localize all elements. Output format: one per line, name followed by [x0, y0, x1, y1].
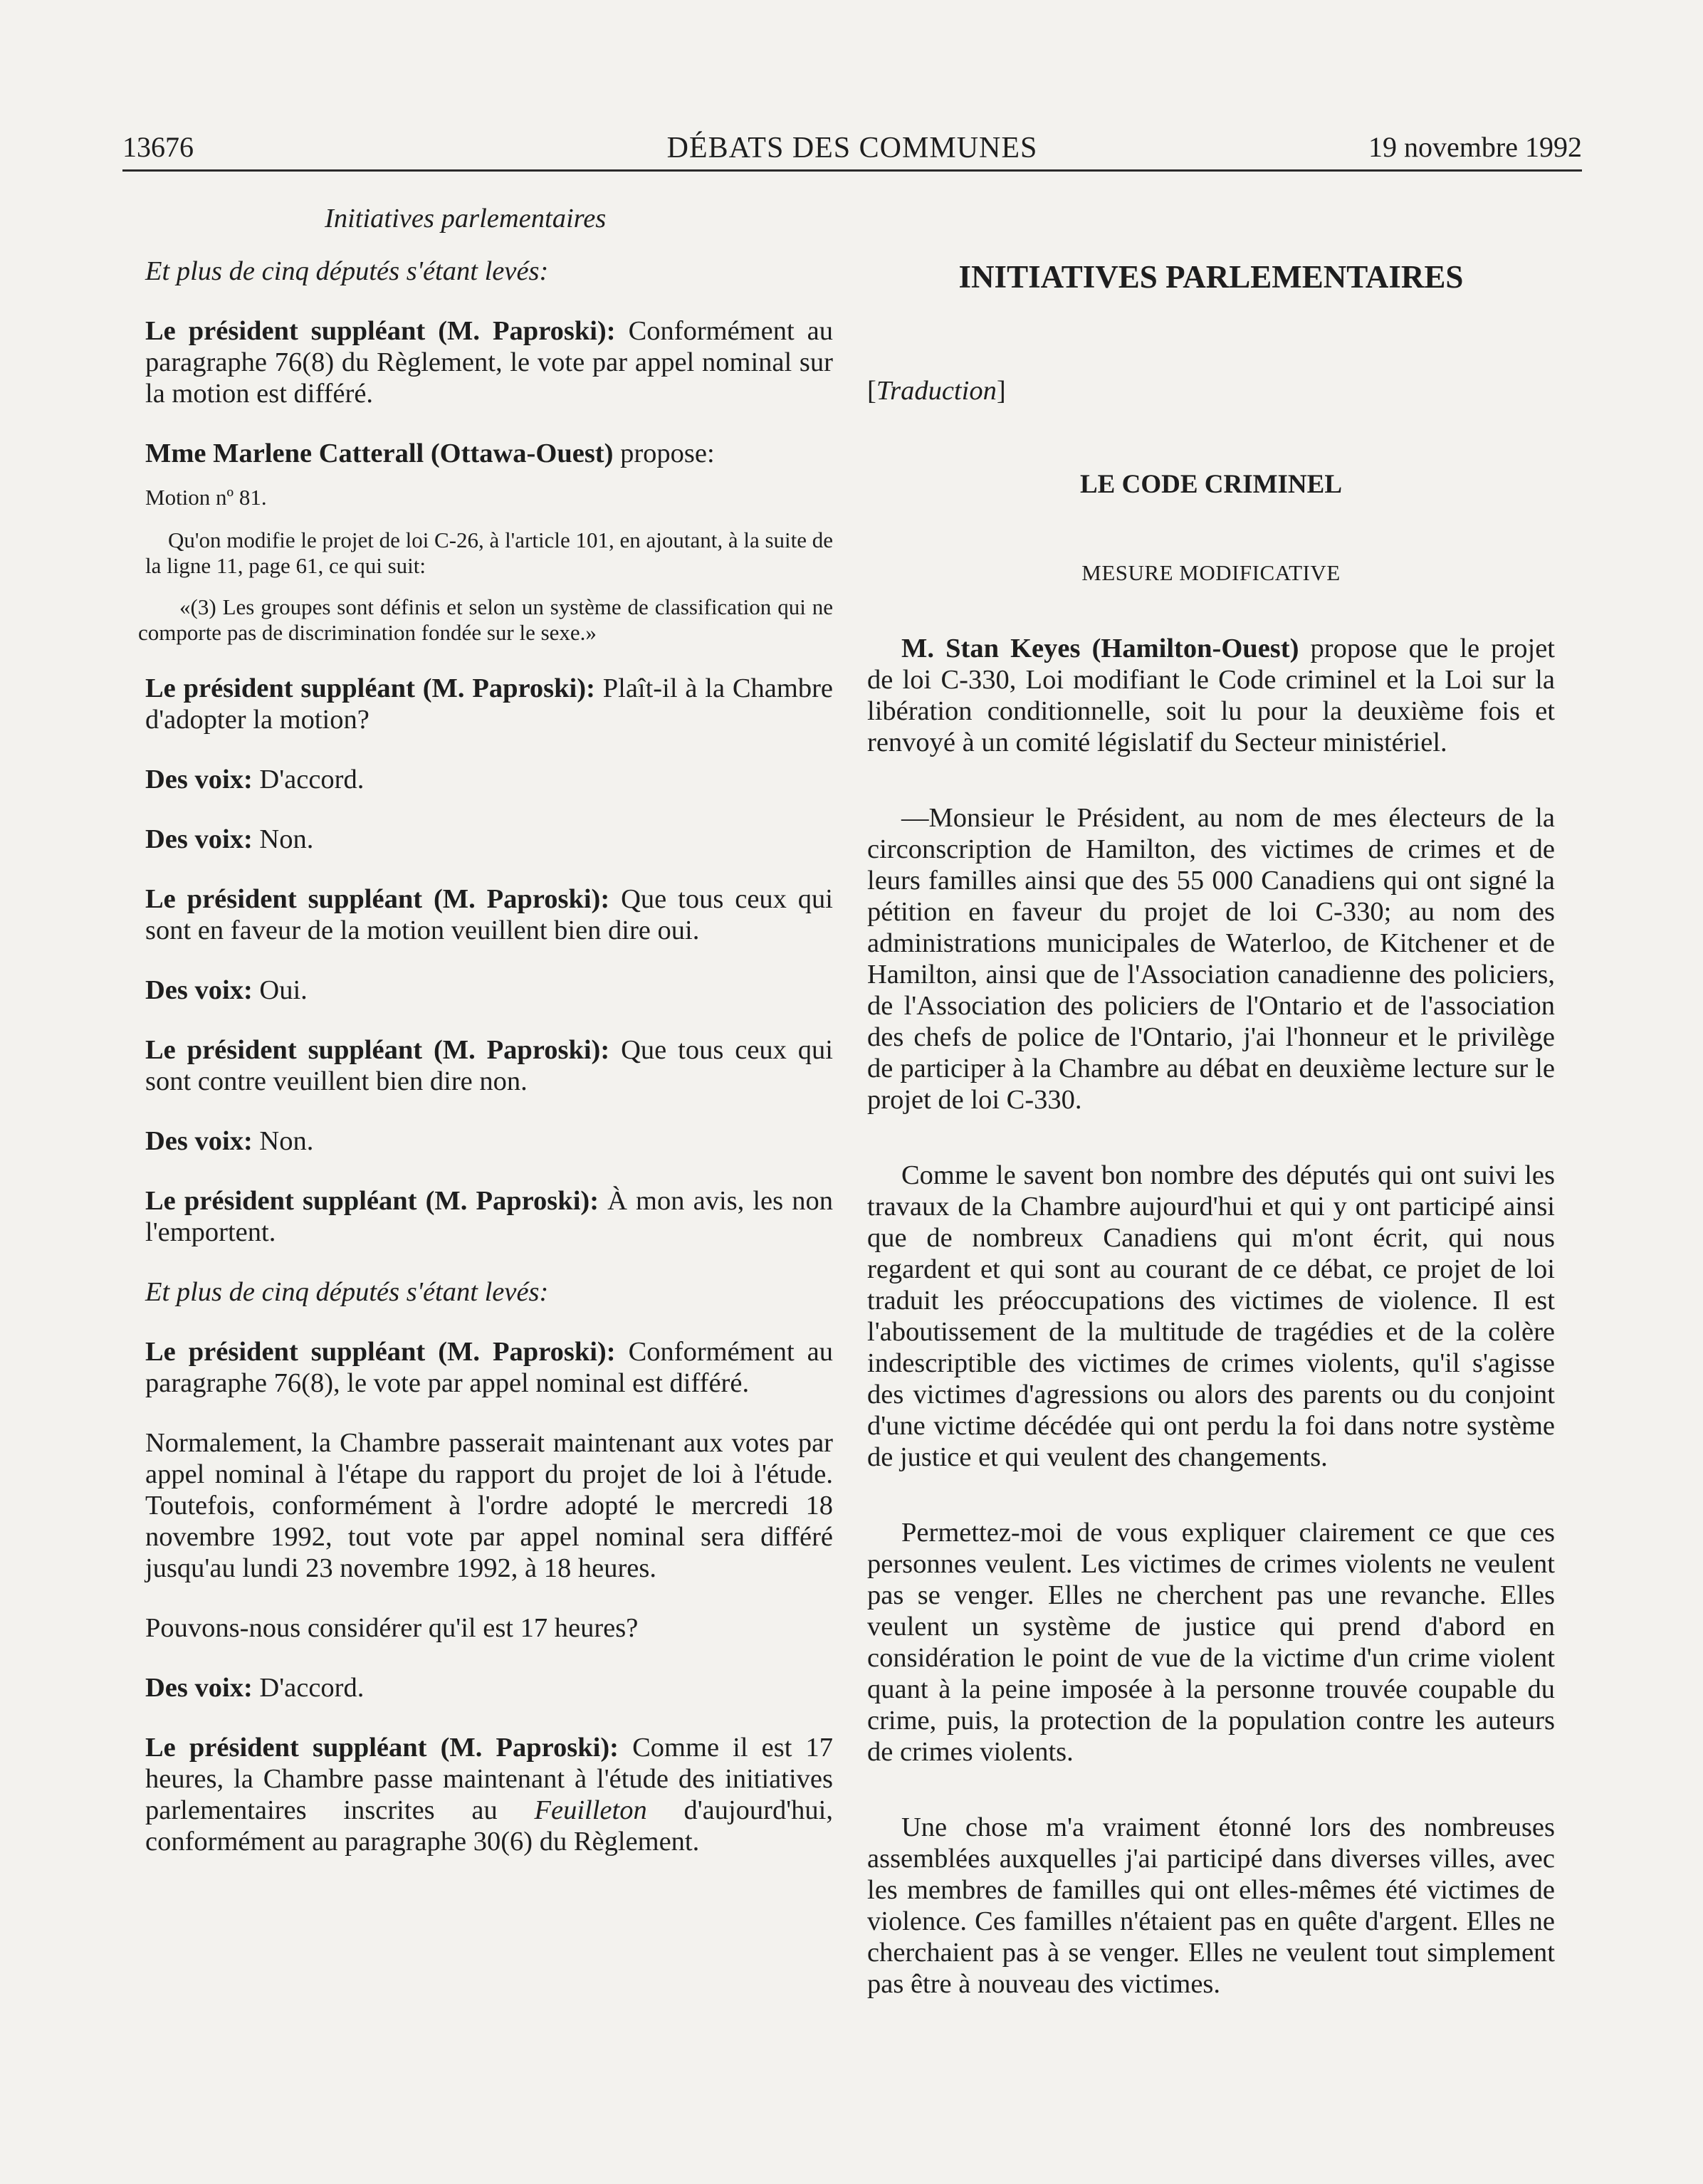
paragraph	[145, 883, 833, 946]
section-title: INITIATIVES PARLEMENTAIRES	[958, 259, 1464, 295]
speaker: Le président suppléant (M. Paproski):	[145, 1733, 619, 1763]
speech: propose que le projet de loi C-330, Loi modifiant le Code criminel et la Loi sur la libération conditionnelle, soit lu pour la deuxième fois et renvoyé à un comité législatif du Secteur ministériel.	[867, 634, 1555, 757]
paragraph	[145, 315, 833, 409]
paragraph: Normalement, la Chambre passerait maintenant aux votes par appel nominal à l'étape du rapport du projet de loi à l'étude. Toutefois, conformément à l'ordre adopté le mercredi 18 novembre 1992, tout vote par appel nominal sera différé jusqu'au lundi 23 novembre 1992, à 18 heures.	[145, 1428, 833, 1583]
speaker: Des voix:	[145, 1126, 253, 1156]
paragraph: Et plus de cinq députés s'étant levés:	[145, 1277, 549, 1307]
speaker: Le président suppléant (M. Paproski):	[145, 1186, 599, 1216]
speech: À mon avis, les non l'emportent.	[145, 1186, 833, 1247]
paragraph: Et plus de cinq députés s'étant levés:	[145, 256, 549, 286]
speaker: Le président suppléant (M. Paproski):	[145, 673, 595, 703]
bill-subtitle: MESURE MODIFICATIVE	[1081, 560, 1341, 585]
speaker: Le président suppléant (M. Paproski):	[145, 1337, 616, 1367]
publication-title: DÉBATS DES COMMUNES	[666, 132, 1038, 164]
speech: Que tous ceux qui sont contre veuillent bien dire non.	[145, 1035, 833, 1096]
speaker: Mme Marlene Catterall (Ottawa-Ouest)	[145, 439, 614, 468]
left-column	[138, 203, 834, 1886]
paragraph	[145, 1185, 833, 1248]
speech: d'aujourd'hui, conformément au paragraphe 30(6) du Règlement.	[145, 1795, 833, 1857]
page-number: 13676	[122, 131, 194, 163]
speaker: Des voix:	[145, 975, 253, 1005]
speech: Conformément au paragraphe 76(8), le vote par appel nominal est différé.	[145, 1337, 833, 1398]
speech: Non.	[252, 1126, 314, 1156]
paragraph	[145, 764, 833, 795]
paragraph	[145, 673, 833, 735]
paragraph: Pouvons-nous considérer qu'il est 17 heures?	[145, 1613, 639, 1643]
speaker: Des voix:	[145, 765, 253, 794]
paragraph: Comme le savent bon nombre des députés qui ont suivi les travaux de la Chambre aujourd'hui et qui y ont participé ainsi que de nombreux Canadiens qui m'ont écrit, qui nous regardent et qui sont au courant de ce débat, ce projet de loi traduit les préoccupations des victimes de violence. Il est l'aboutissement de la multitude de tragédies et de la colère indescriptible des victimes de crimes violents, qu'il s'agisse des victimes d'agressions ou alors des parents ou du conjoint d'une victime décédée qui ont perdu la foi dans notre système de justice et qui veulent des changements.	[867, 1160, 1555, 1472]
speech: Comme il est 17 heures, la Chambre passe maintenant à l'étude des initiatives parlementaires inscrites au	[145, 1733, 834, 1825]
speech: D'accord.	[252, 1673, 365, 1703]
speech: propose:	[613, 439, 715, 468]
paragraph	[145, 975, 833, 1006]
publication-date: 19 novembre 1992	[1368, 131, 1582, 163]
speaker: M. Stan Keyes (Hamilton-Ouest)	[901, 634, 1299, 663]
paragraph: Permettez-moi de vous expliquer clairement ce que ces personnes veulent. Les victimes de crimes violents ne veulent pas se venger. Elles ne cherchent pas une revanche. Elles veulent un système de justice qui prend d'abord en considération le point de vue de la victime d'un crime violent quant à la peine imposée à la personne trouvée coupable du crime, puis, la protection de la population contre les auteurs de crimes violents.	[867, 1518, 1555, 1767]
speaker: Le président suppléant (M. Paproski):	[145, 1035, 610, 1065]
paragraph	[145, 1672, 833, 1703]
speech: Conformément au paragraphe 76(8) du Règlement, le vote par appel nominal sur la motion est différé.	[145, 316, 833, 409]
speaker: Le président suppléant (M. Paproski):	[145, 884, 610, 914]
speaker: Des voix:	[145, 824, 253, 854]
right-column	[867, 203, 1555, 2044]
speech: Oui.	[252, 975, 308, 1005]
speech: Que tous ceux qui sont en faveur de la motion veuillent bien dire oui.	[145, 884, 833, 945]
speech: Non.	[252, 824, 314, 854]
running-head: Initiatives parlementaires	[325, 204, 607, 233]
feuilleton-italic: Feuilleton	[534, 1795, 647, 1825]
paragraph: —Monsieur le Président, au nom de mes électeurs de la circonscription de Hamilton, des victimes de crimes et de leurs familles ainsi que des 55 000 Canadiens qui ont signé la pétition en faveur du projet de loi C-330; au nom des administrations municipales de Waterloo, de Kitchener et de Hamilton, ainsi que de l'Association canadienne des policiers, de l'Association des policiers de l'Ontario et de l'association des chefs de police de l'Ontario, j'ai l'honneur et le privilège de participer à la Chambre au débat en deuxième lecture sur le projet de loi C-330.	[867, 803, 1555, 1115]
speaker: Le président suppléant (M. Paproski):	[145, 316, 616, 346]
traduction-note: [Traduction]	[867, 376, 1006, 406]
paragraph	[145, 1336, 833, 1399]
page-header	[122, 127, 1582, 172]
paragraph	[145, 1034, 833, 1097]
paragraph	[867, 633, 1555, 758]
speech: Plaît-il à la Chambre d'adopter la motion?	[145, 673, 833, 735]
paragraph	[145, 1125, 833, 1157]
motion-number: Motion nº 81.	[145, 485, 267, 510]
bill-title: LE CODE CRIMINEL	[1080, 470, 1342, 499]
motion-quote: «(3) Les groupes sont définis et selon un système de classification qui ne comporte pas de discrimination fondée sur le sexe.»	[138, 594, 833, 645]
motion-text: Qu'on modifie le projet de loi C-26, à l'article 101, en ajoutant, à la suite de la ligne 11, page 61, ce qui suit:	[145, 527, 834, 578]
paragraph	[145, 438, 833, 469]
speech: D'accord.	[252, 765, 365, 794]
speaker: Des voix:	[145, 1673, 253, 1703]
traduction-label: Traduction	[876, 376, 997, 406]
paragraph	[145, 824, 833, 855]
paragraph	[145, 1732, 833, 1857]
paragraph: Une chose m'a vraiment étonné lors des nombreuses assemblées auxquelles j'ai participé dans diverses villes, avec les membres de familles qui ont elles-mêmes été victimes de violence. Ces familles n'étaient pas en quête d'argent. Elles ne cherchaient pas à se venger. Elles ne veulent tout simplement pas être à nouveau des victimes.	[867, 1812, 1555, 1999]
